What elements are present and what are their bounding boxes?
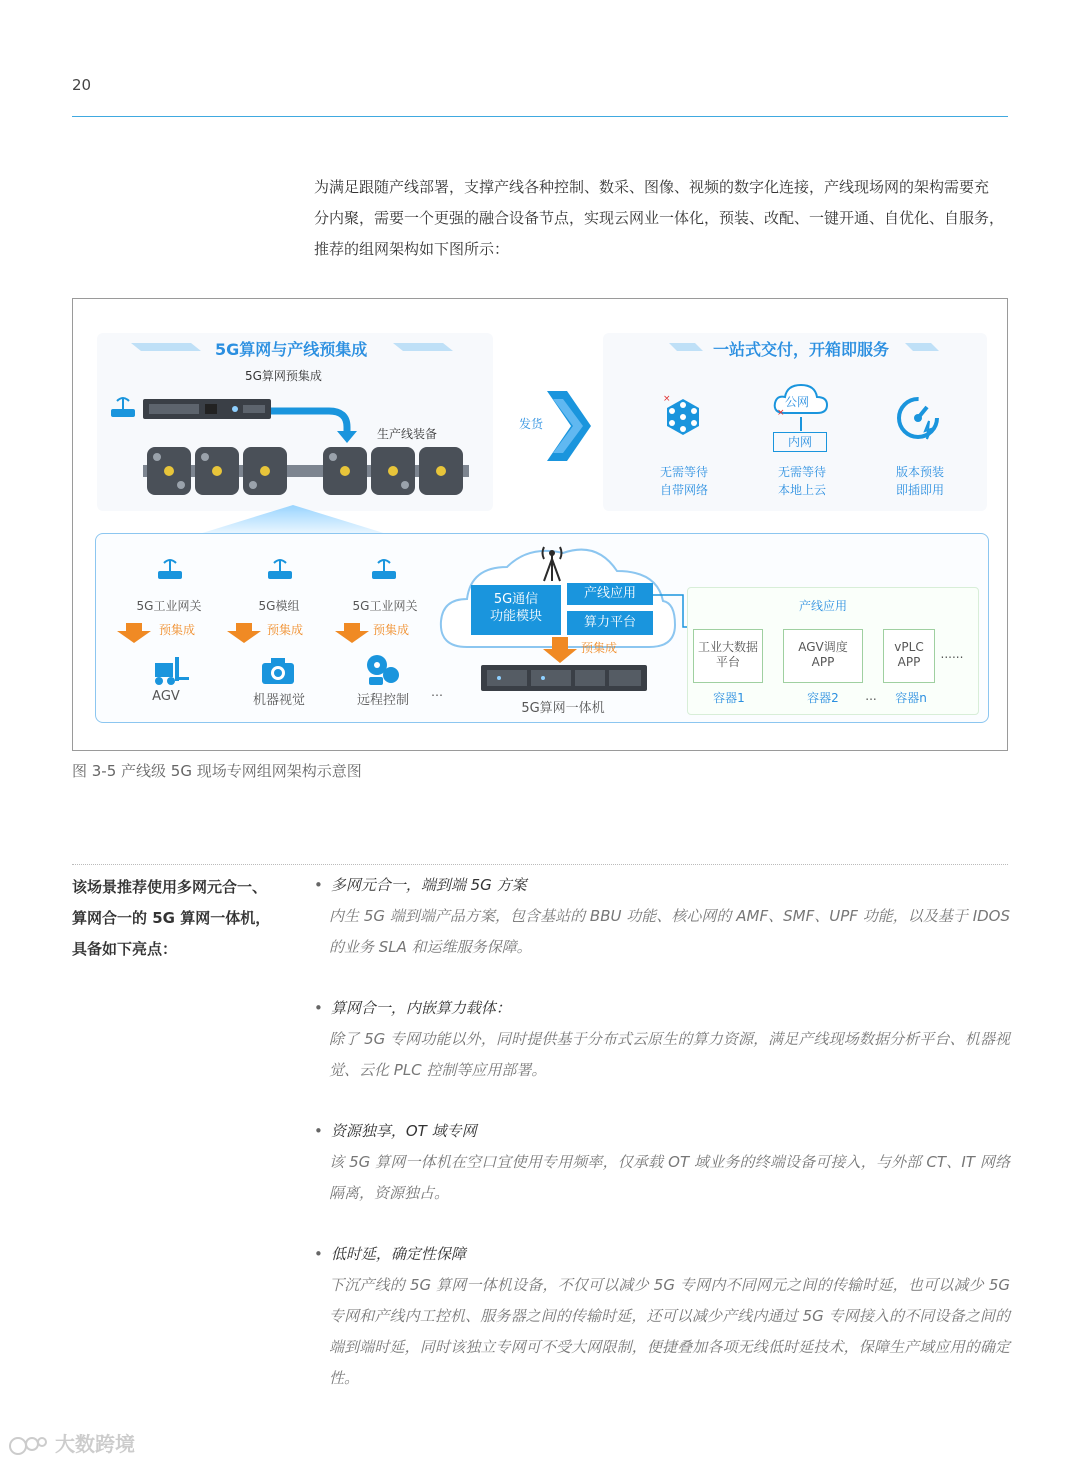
- svg-text:×: ×: [777, 408, 785, 417]
- app-label: 远程控制: [356, 693, 409, 708]
- app-label: 机器视觉: [252, 693, 305, 708]
- container-name: 容器1: [713, 691, 745, 705]
- feature-item: [314, 993, 1010, 1086]
- architecture-figure: [72, 298, 1008, 751]
- router-icon: [369, 557, 399, 581]
- title-decoration-icon: [669, 343, 703, 351]
- arrow-down-icon: [227, 623, 261, 643]
- chevron-right-icon: [547, 391, 591, 461]
- watermark-logo-icon: [8, 1434, 48, 1458]
- feature-item: [314, 870, 1010, 963]
- feature-item: [314, 1239, 1010, 1394]
- device-label: 5G工业网关: [136, 599, 202, 613]
- service-label: 无需等待 本地上云: [777, 465, 826, 497]
- title-decoration-icon: [905, 343, 939, 351]
- container-name: 容器2: [807, 691, 839, 705]
- server-icon: [481, 663, 647, 693]
- forklift-icon: [147, 655, 189, 687]
- curved-arrow-icon: [269, 403, 359, 445]
- remote-control-icon: [363, 653, 403, 687]
- production-line-icon: [143, 441, 469, 501]
- header-rule: [72, 116, 1008, 117]
- container-card: 工业大数据 平台: [693, 629, 763, 683]
- device-label: 5G模组: [258, 599, 300, 613]
- all-in-one-label: 5G算网一体机: [521, 701, 605, 716]
- network-hexagon-icon: [663, 395, 703, 439]
- server-icon: [143, 397, 271, 421]
- bullet-icon: •: [314, 1245, 323, 1263]
- precast-tag: 预集成: [581, 641, 618, 655]
- section-divider: [72, 864, 1008, 865]
- bullet-icon: •: [314, 1122, 323, 1140]
- bullet-icon: •: [314, 876, 323, 894]
- container-name: 容器n: [895, 691, 927, 705]
- feature-body: 除了 5G 专网功能以外，同时提供基于分布式云原生的算力资源，满足产线现场数据分析平台、机器视觉、云化 PLC 控制等应用部署。: [329, 1030, 1010, 1079]
- arrow-down-icon: [543, 637, 577, 663]
- equipment-label: 生产线装备: [377, 427, 438, 441]
- precast-tag: 预集成: [373, 623, 410, 637]
- intro-line: 为满足跟随产线部署，支撑产线各种控制、数采、图像、视频的数字化连接，产线现场网的架构需要充: [314, 178, 990, 196]
- feature-body: 下沉产线的 5G 算网一体机设备，不仅可以减少 5G 专网内不同网元之间的传输时延，也可以减少 5G 专网和产线内工控机、服务器之间的传输时延，还可以减少产线内通过 5G 专网接入的不同设备之间的端到端时延，同时该独立专网可不受大网限制，便捷叠加各项无线低时延技术，保障生产域应用的确定性。: [329, 1276, 1010, 1387]
- page-number: 20: [72, 76, 92, 94]
- feature-title: 算网合一，内嵌算力载体：: [330, 999, 511, 1017]
- public-network-label: 公网: [785, 395, 810, 409]
- precast-tag: 预集成: [159, 623, 196, 637]
- bullet-icon: •: [314, 999, 323, 1017]
- service-label: 无需等待 自带网络: [659, 465, 708, 497]
- figure-caption: 图 3-5 产线级 5G 现场专网组网架构示意图: [72, 762, 362, 780]
- precast-tag: 预集成: [267, 623, 304, 637]
- highlights-heading: 该场景推荐使用多网元合一、 算网合一的 5G 算网一体机， 具备如下亮点：: [72, 878, 271, 958]
- camera-icon: [261, 657, 295, 685]
- antenna-tower-icon: [535, 543, 569, 583]
- gauge-icon: [895, 395, 941, 441]
- feature-body: 内生 5G 端到端产品方案，包含基站的 BBU 功能、核心网的 AMF、SMF、UPF 功能，以及基于 IDOS 的业务 SLA 和运维服务保障。: [329, 907, 1010, 956]
- service-label: 版本预装 即插即用: [895, 465, 944, 497]
- intro-line: 分内聚，需要一个更强的融合设备节点，实现云网业一体化，预装、改配、一键开通、自优化、自服务，: [314, 209, 1005, 227]
- app-label: AGV: [152, 689, 180, 704]
- delivery-title: 一站式交付，开箱即服务: [713, 340, 890, 359]
- arrow-down-icon: [117, 623, 151, 643]
- router-icon: [155, 557, 185, 581]
- apps-title: 产线应用: [798, 599, 847, 613]
- arrow-down-icon: [335, 623, 369, 643]
- container-card: vPLC APP: [883, 629, 935, 683]
- precast-title: 5G算网与产线预集成: [215, 340, 368, 359]
- feature-title: 资源独享，OT 域专网: [330, 1122, 477, 1140]
- feature-item: [314, 1116, 1010, 1209]
- device-label: 5G工业网关: [352, 599, 418, 613]
- watermark: [8, 1428, 135, 1458]
- watermark-text: 大数跨境: [54, 1432, 135, 1456]
- 5g-module-box: 5G通信 功能模块: [471, 585, 561, 635]
- production-app-box: 产线应用: [567, 583, 653, 605]
- connector-line: [799, 417, 803, 431]
- compute-platform-box: 算力平台: [567, 611, 653, 635]
- router-icon: [107, 395, 139, 419]
- svg-text:×: ×: [663, 395, 671, 404]
- ellipsis: …: [431, 685, 443, 699]
- intro-line: 推荐的组网架构如下图所示：: [314, 240, 510, 258]
- ship-label: 发货: [519, 417, 544, 431]
- intro-paragraph: [314, 172, 1010, 265]
- ellipsis: ......: [940, 647, 964, 661]
- router-icon: [265, 557, 295, 581]
- precast-label: 5G算网预集成: [245, 369, 322, 383]
- title-decoration-icon: [131, 343, 201, 351]
- feature-body: 该 5G 算网一体机在空口宜使用专用频率，仅承载 OT 域业务的终端设备可接入，与外部 CT、IT 网络隔离，资源独占。: [329, 1153, 1010, 1202]
- container-card: AGV调度 APP: [783, 629, 863, 683]
- ellipsis: ...: [865, 689, 877, 703]
- intranet-box: 内网: [773, 432, 827, 452]
- feature-title: 低时延，确定性保障: [330, 1245, 466, 1263]
- feature-title: 多网元合一，端到端 5G 方案: [330, 876, 527, 894]
- title-decoration-icon: [393, 343, 453, 351]
